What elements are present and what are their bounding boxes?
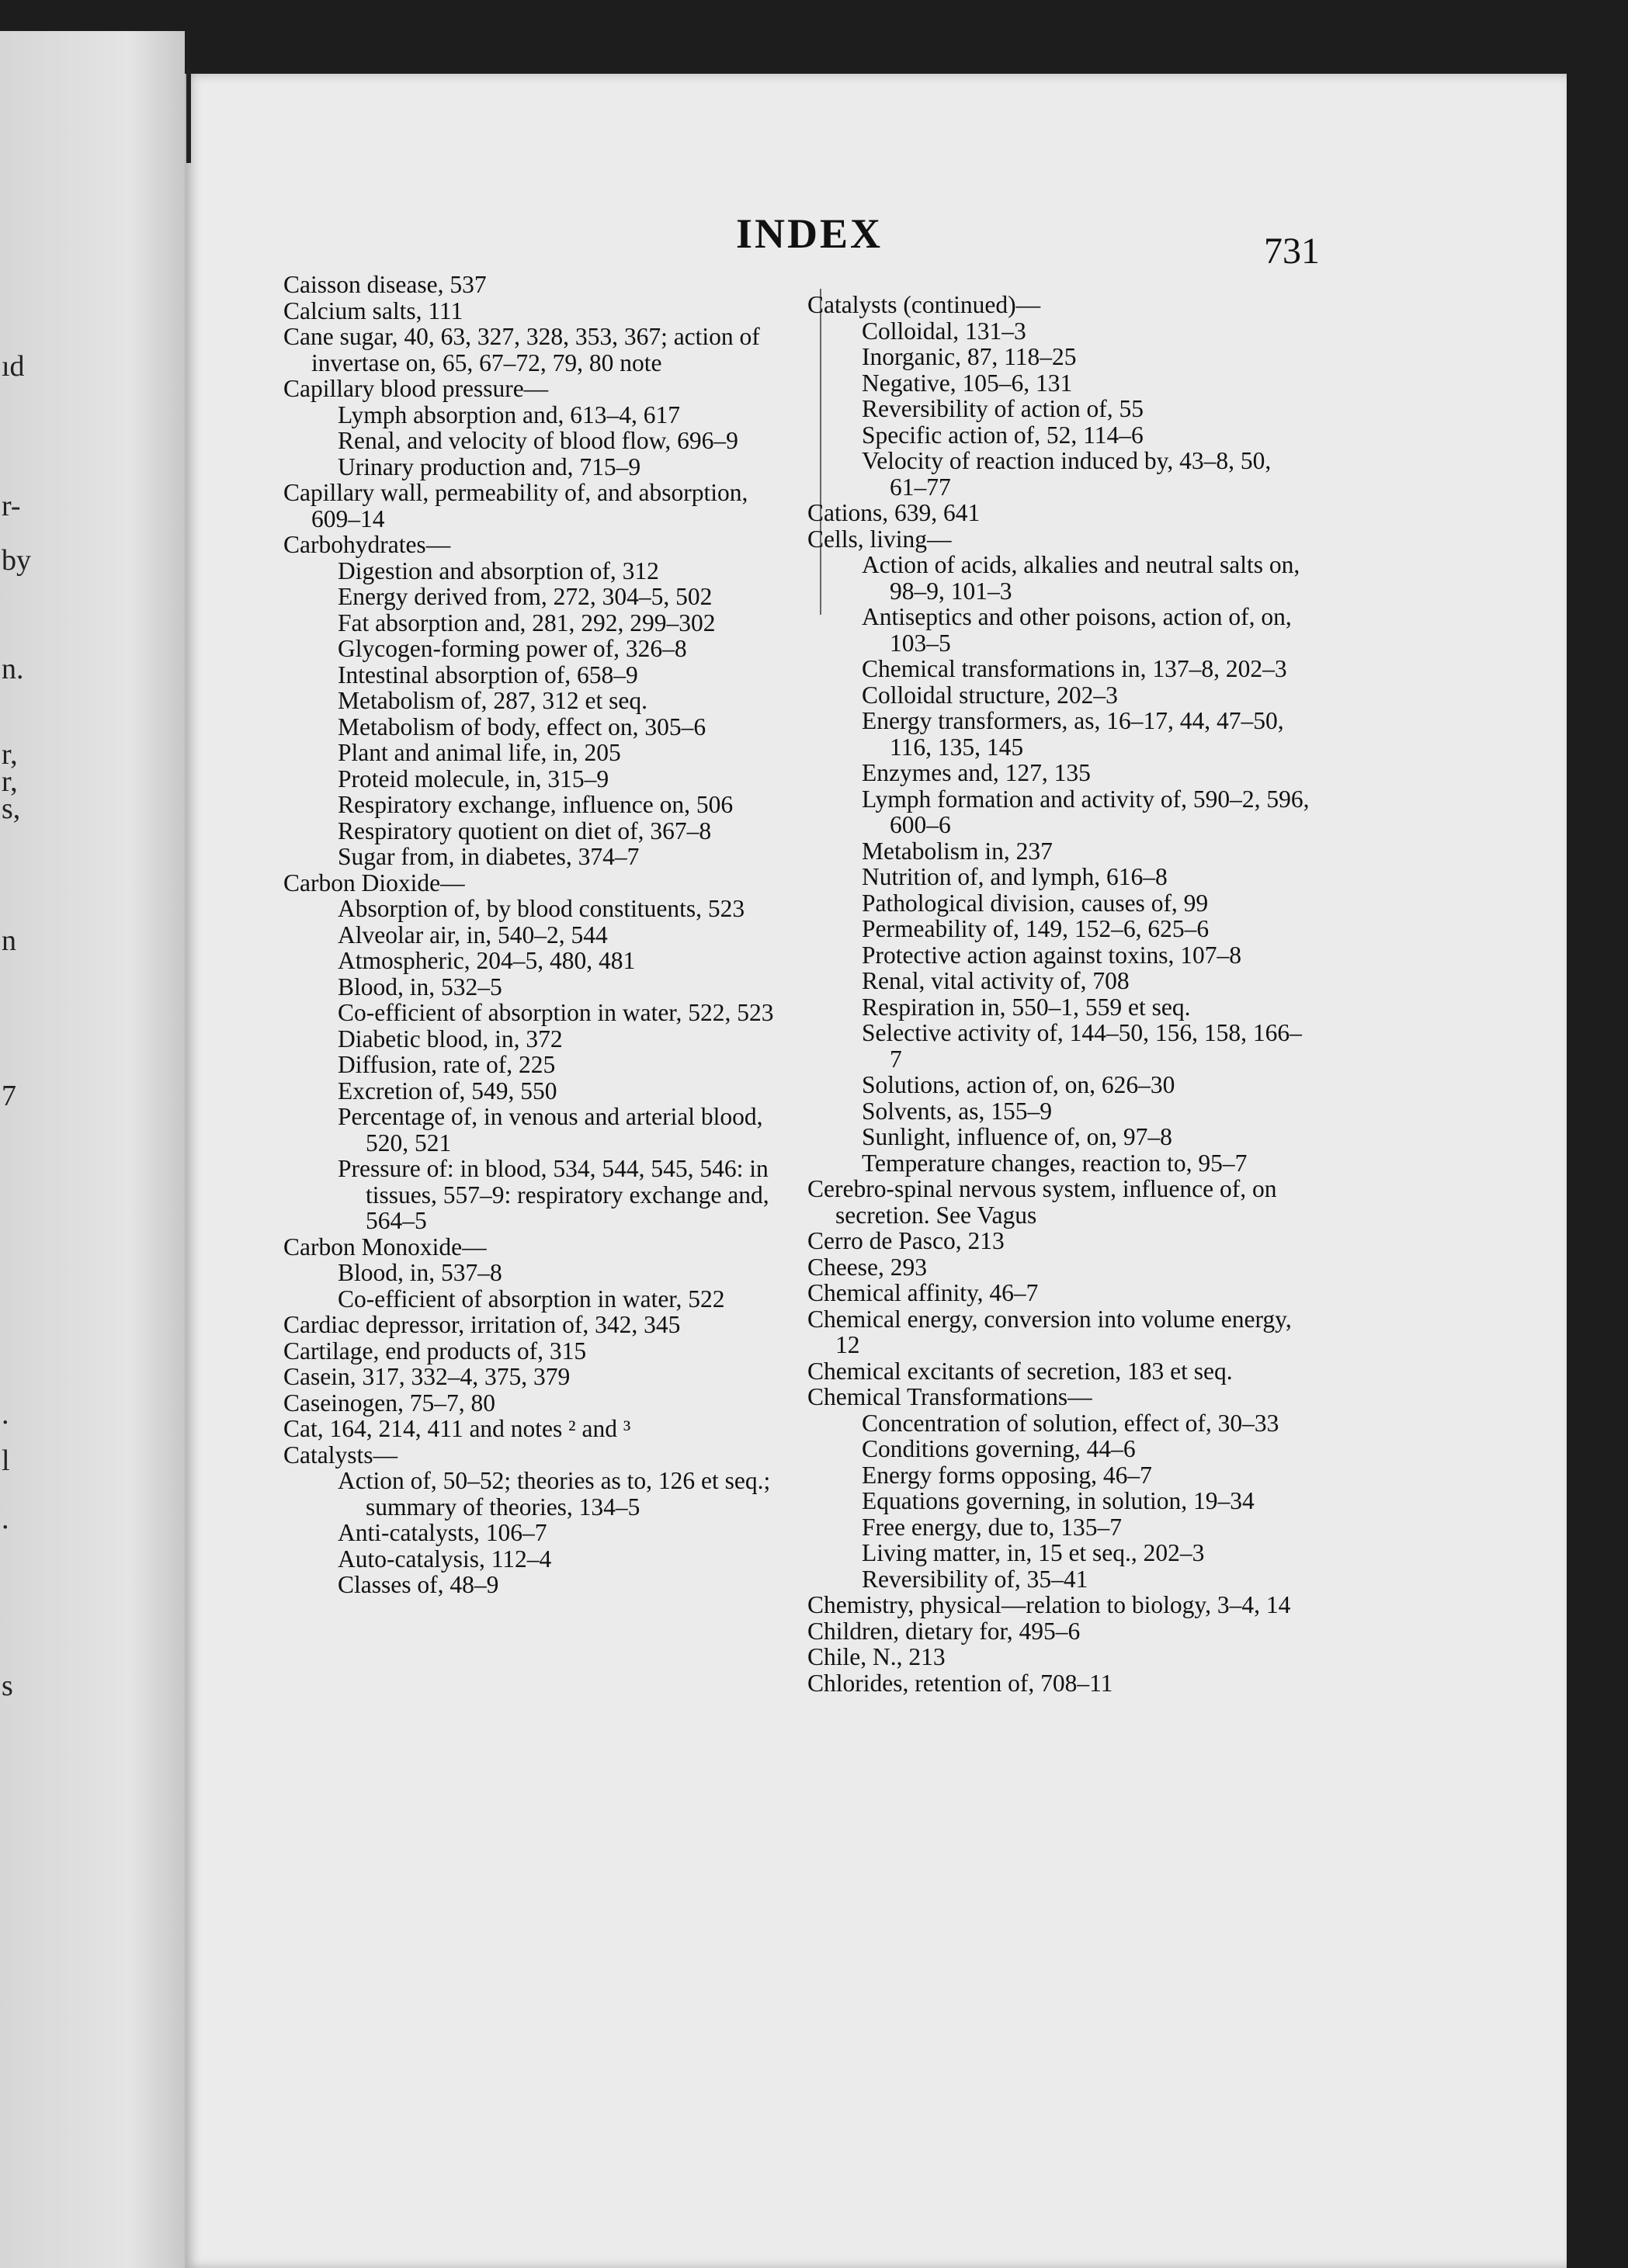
index-heading: Cerro de Pasco, 213 [807, 1227, 1005, 1254]
index-subentry: Atmospheric, 204–5, 480, 481 [338, 947, 636, 974]
index-subentry: Glycogen-forming power of, 326–8 [338, 635, 687, 662]
index-subentry: Absorption of, by blood constituents, 523 [338, 895, 745, 922]
index-subentry: Colloidal, 131–3 [862, 317, 1026, 345]
index-heading: Cane sugar, 40, 63, 327, 328, 353, 367; action of invertase on, 65, 67–72, 79, 80 note [283, 323, 760, 376]
index-subentry: Urinary production and, 715–9 [338, 453, 641, 480]
index-subentry: Metabolism of, 287, 312 et seq. [338, 687, 647, 714]
index-heading: Casein, 317, 332–4, 375, 379 [283, 1363, 571, 1390]
index-subentry: Classes of, 48–9 [338, 1571, 499, 1598]
index-heading: Capillary blood pressure— [283, 375, 549, 402]
index-subentry: Digestion and absorption of, 312 [338, 557, 659, 584]
index-subentry: Respiratory quotient on diet of, 367–8 [338, 817, 712, 844]
index-subentry: Co-efficient of absorption in water, 522, 523 [338, 999, 774, 1026]
margin-fragment: r, [2, 765, 18, 798]
margin-fragment: r, [2, 738, 18, 771]
index-subentry: Concentration of solution, effect of, 30–33 [862, 1409, 1279, 1437]
index-subentry: Percentage of, in venous and arterial blood, 520, 521 [338, 1103, 763, 1157]
margin-fragment: l [2, 1444, 10, 1477]
index-heading: Caseinogen, 75–7, 80 [283, 1389, 495, 1417]
margin-fragment: ıd [2, 350, 25, 383]
index-column-left [283, 272, 788, 1598]
index-subentry: Lymph absorption and, 613–4, 617 [338, 401, 680, 428]
margin-fragment: r- [2, 490, 21, 522]
index-subentry: Free energy, due to, 135–7 [862, 1513, 1123, 1541]
index-subentry: Action of, 50–52; theories as to, 126 et seq.; summary of theories, 134–5 [338, 1467, 771, 1521]
index-subentry: Colloidal structure, 202–3 [862, 681, 1118, 709]
index-heading: Children, dietary for, 495–6 [807, 1617, 1081, 1645]
margin-fragment: by [2, 544, 31, 577]
index-subentry: Co-efficient of absorption in water, 522 [338, 1285, 725, 1313]
index-subentry: Renal, and velocity of blood flow, 696–9 [338, 427, 738, 454]
index-subentry: Excretion of, 549, 550 [338, 1077, 557, 1105]
index-subentry: Respiratory exchange, influence on, 506 [338, 791, 734, 818]
index-subentry: Energy derived from, 272, 304–5, 502 [338, 583, 713, 610]
index-heading: Cardiac depressor, irritation of, 342, 345 [283, 1311, 681, 1338]
index-subentry: Energy forms opposing, 46–7 [862, 1461, 1152, 1489]
margin-fragment: 7 [2, 1080, 16, 1112]
index-heading: Cations, 639, 641 [807, 499, 981, 526]
index-subentry: Nutrition of, and lymph, 616–8 [862, 863, 1168, 890]
index-heading: Catalysts— [283, 1441, 397, 1469]
index-heading: Chemistry, physical—relation to biology, 3–4, 14 [807, 1591, 1291, 1618]
index-heading: Chemical affinity, 46–7 [807, 1279, 1039, 1306]
index-subentry: Protective action against toxins, 107–8 [862, 941, 1242, 969]
index-subentry: Energy transformers, as, 16–17, 44, 47–50, 116, 135, 145 [862, 707, 1284, 761]
index-subentry: Proteid molecule, in, 315–9 [338, 765, 609, 792]
index-subentry: Negative, 105–6, 131 [862, 369, 1073, 397]
index-subentry: Diabetic blood, in, 372 [338, 1025, 563, 1053]
previous-page-edge [0, 31, 185, 2268]
index-subentry: Blood, in, 532–5 [338, 973, 502, 1000]
index-heading: Caisson disease, 537 [283, 271, 487, 298]
index-heading: Carbon Monoxide— [283, 1233, 487, 1261]
index-heading: Carbon Dioxide— [283, 869, 465, 896]
margin-fragment: s, [2, 792, 21, 825]
index-heading: Chile, N., 213 [807, 1643, 946, 1670]
index-subentry: Chemical transformations in, 137–8, 202–3 [862, 655, 1287, 682]
index-subentry: Pressure of: in blood, 534, 544, 545, 546: in tissues, 557–9: respiratory exchange and, 564–5 [338, 1155, 769, 1234]
index-heading: Cerebro-spinal nervous system, influence of, on secretion. See Vagus [807, 1175, 1277, 1229]
index-subentry: Sugar from, in diabetes, 374–7 [338, 843, 640, 870]
index-subentry: Velocity of reaction induced by, 43–8, 50, 61–77 [862, 447, 1272, 501]
index-heading: Calcium salts, 111 [283, 297, 463, 324]
index-subentry: Temperature changes, reaction to, 95–7 [862, 1149, 1248, 1177]
margin-fragment: n. [2, 653, 24, 685]
index-subentry: Specific action of, 52, 114–6 [862, 421, 1144, 449]
index-subentry: Fat absorption and, 281, 292, 299–302 [338, 609, 716, 636]
index-subentry: Renal, vital activity of, 708 [862, 967, 1130, 994]
index-subentry: Plant and animal life, in, 205 [338, 739, 621, 766]
index-subentry: Inorganic, 87, 118–25 [862, 343, 1077, 370]
margin-fragment: s [2, 1670, 13, 1702]
index-heading: Chemical excitants of secretion, 183 et seq. [807, 1357, 1233, 1385]
index-heading: Cat, 164, 214, 411 and notes ² and ³ [283, 1415, 631, 1442]
index-subentry: Lymph formation and activity of, 590–2, 596, 600–6 [862, 785, 1310, 838]
index-subentry: Auto-catalysis, 112–4 [338, 1545, 552, 1573]
index-subentry: Living matter, in, 15 et seq., 202–3 [862, 1539, 1205, 1566]
index-subentry: Solutions, action of, on, 626–30 [862, 1071, 1175, 1098]
index-subentry: Metabolism of body, effect on, 305–6 [338, 713, 706, 740]
index-subentry: Alveolar air, in, 540–2, 544 [338, 921, 608, 948]
margin-fragment: . [2, 1398, 9, 1431]
index-heading: Chemical Transformations— [807, 1383, 1092, 1410]
index-heading: Cartilage, end products of, 315 [283, 1337, 587, 1365]
index-heading: Chemical energy, conversion into volume energy, 12 [807, 1305, 1292, 1358]
page-number: 731 [1264, 231, 1320, 272]
index-subentry: Sunlight, influence of, on, 97–8 [862, 1123, 1172, 1150]
index-subentry: Selective activity of, 144–50, 156, 158, 166–7 [862, 1019, 1302, 1073]
index-subentry: Diffusion, rate of, 225 [338, 1051, 556, 1078]
index-subentry: Permeability of, 149, 152–6, 625–6 [862, 915, 1210, 942]
index-subentry: Pathological division, causes of, 99 [862, 889, 1209, 917]
index-subentry: Equations governing, in solution, 19–34 [862, 1487, 1255, 1514]
margin-fragment: . [2, 1503, 9, 1535]
index-heading: Cheese, 293 [807, 1253, 927, 1281]
index-subentry: Antiseptics and other poisons, action of, on, 103–5 [862, 603, 1292, 657]
index-heading: Chlorides, retention of, 708–11 [807, 1669, 1113, 1697]
index-heading: Cells, living— [807, 525, 952, 553]
margin-fragment: n [2, 924, 16, 957]
index-subentry: Solvents, as, 155–9 [862, 1097, 1053, 1125]
index-heading: Catalysts (continued)— [807, 291, 1041, 318]
index-subentry: Action of acids, alkalies and neutral salts on, 98–9, 101–3 [862, 551, 1300, 605]
index-subentry: Intestinal absorption of, 658–9 [338, 661, 638, 688]
index-column-right [807, 292, 1312, 1696]
page-title: INDEX [736, 210, 883, 257]
index-subentry: Metabolism in, 237 [862, 837, 1053, 865]
index-subentry: Enzymes and, 127, 135 [862, 759, 1091, 786]
index-subentry: Reversibility of, 35–41 [862, 1565, 1088, 1593]
index-subentry: Anti-catalysts, 106–7 [338, 1519, 547, 1546]
index-heading: Capillary wall, permeability of, and absorption, 609–14 [283, 479, 748, 532]
index-heading: Carbohydrates— [283, 531, 451, 558]
index-subentry: Respiration in, 550–1, 559 et seq. [862, 993, 1191, 1021]
spine-shadow [186, 70, 191, 163]
index-subentry: Reversibility of action of, 55 [862, 395, 1144, 422]
index-subentry: Blood, in, 537–8 [338, 1259, 502, 1286]
index-subentry: Conditions governing, 44–6 [862, 1435, 1136, 1462]
